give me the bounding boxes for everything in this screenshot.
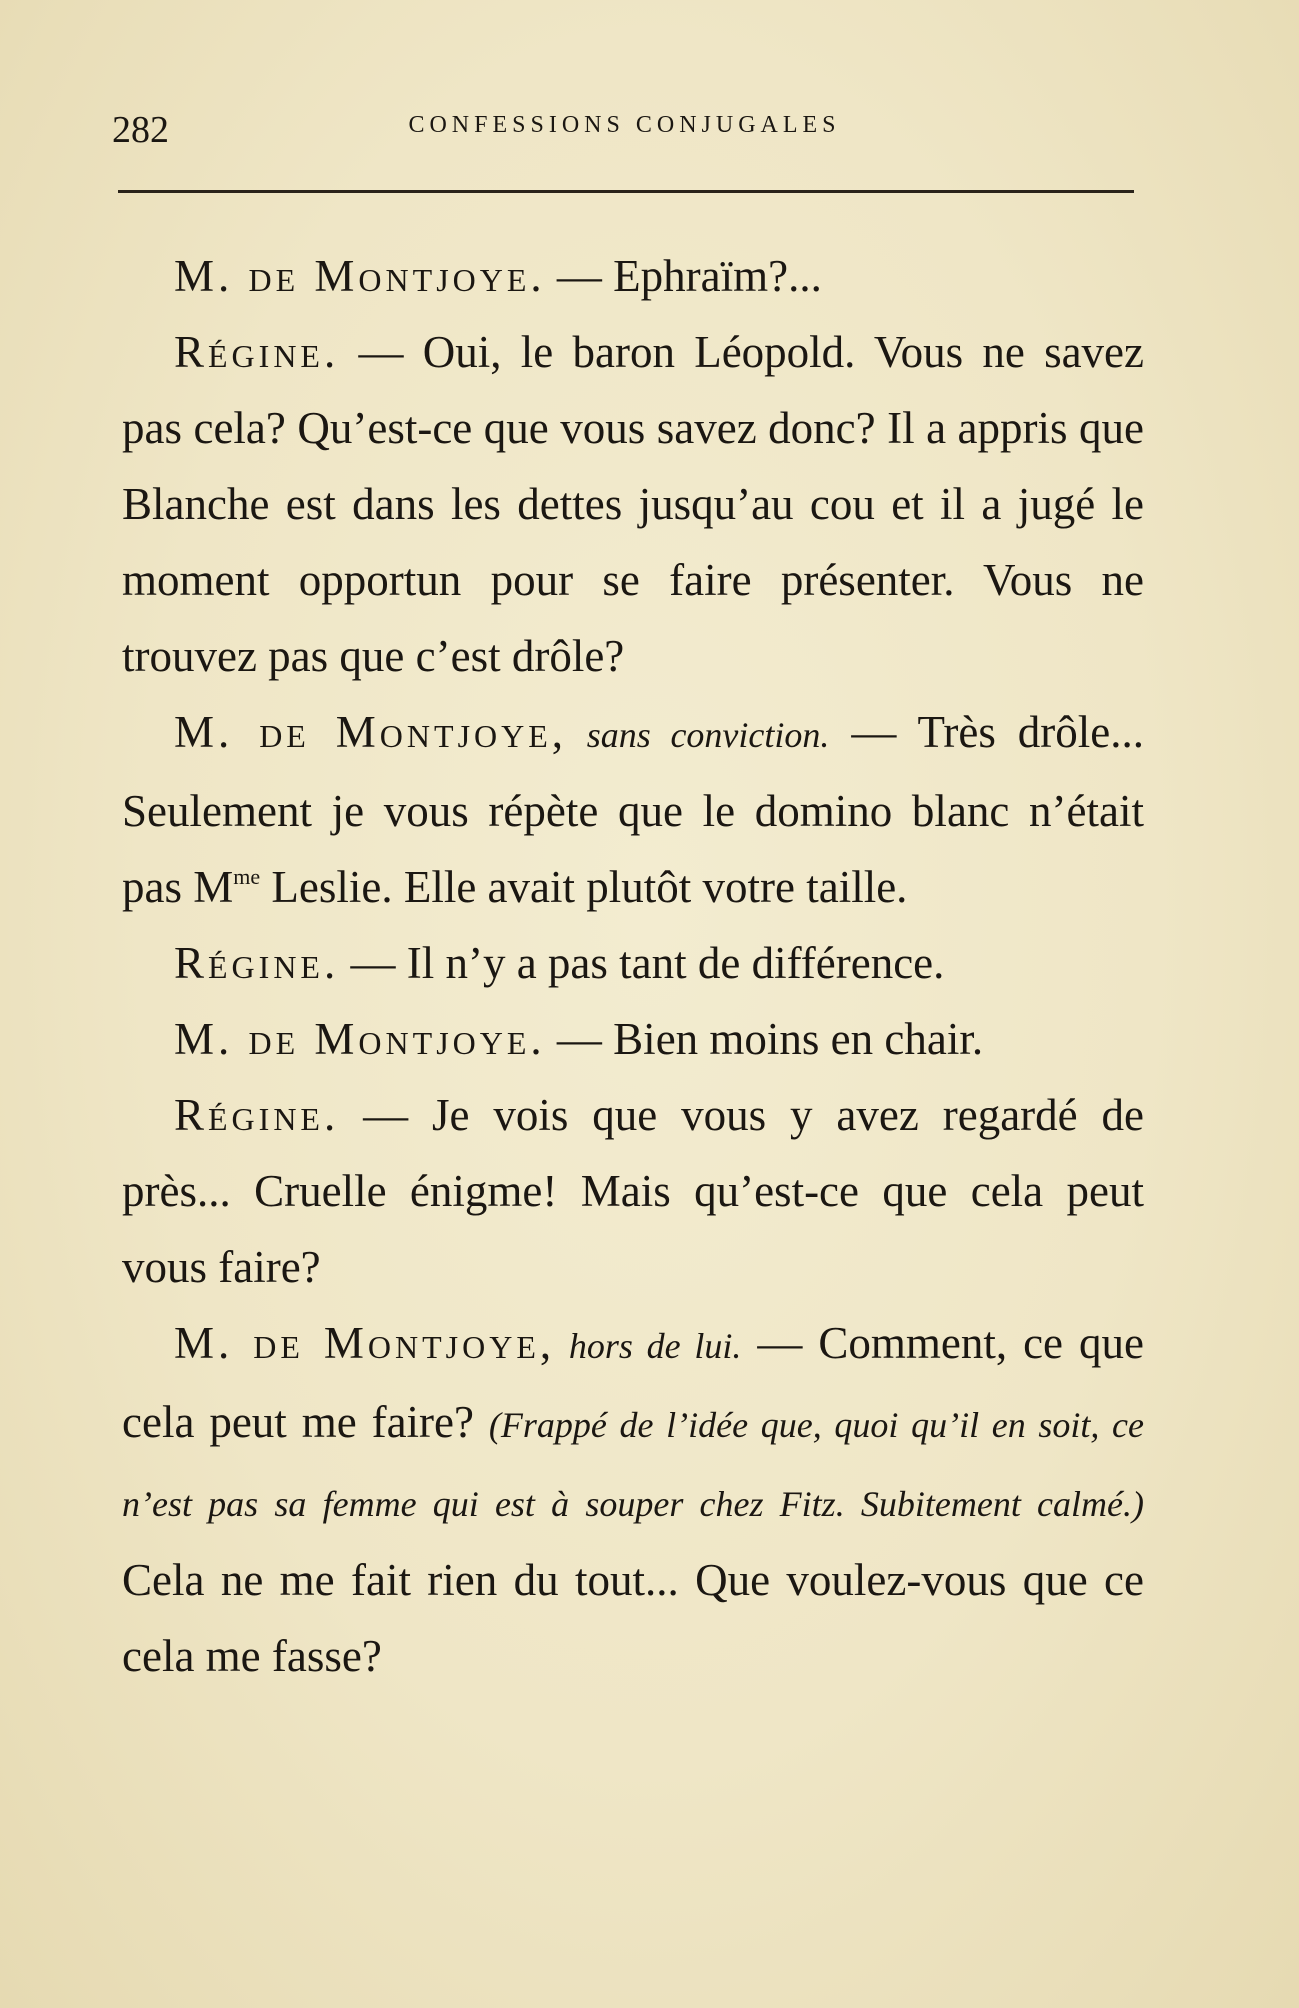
dialogue-paragraph	[122, 1001, 1144, 1077]
speaker-name: M. de Montjoye,	[174, 707, 568, 757]
speaker-name: M. de Montjoye.	[174, 251, 546, 301]
dialogue-text: — Très drôle... Seulement je vous répète que le domino blanc n’était pas M	[122, 707, 1144, 912]
speaker-name: Régine.	[174, 327, 340, 377]
speaker-name: Régine.	[174, 1090, 340, 1140]
dialogue-paragraph	[122, 694, 1144, 925]
header-rule	[118, 190, 1134, 193]
dialogue-text: — Je vois que vous y avez regardé de près... Cruelle énigme! Mais qu’est-ce que cela peut vous faire?	[122, 1090, 1144, 1292]
superscript-abbreviation: me	[233, 864, 261, 889]
dialogue-text: — Ephraïm?...	[545, 251, 822, 301]
dialogue-text: Cela ne me fait rien du tout... Que voulez-vous que ce cela me fasse?	[122, 1555, 1144, 1681]
dialogue-text: Leslie. Elle avait plutôt votre taille.	[260, 862, 908, 912]
page-number: 282	[112, 109, 169, 151]
dialogue-text: — Oui, le baron Léopold. Vous ne savez pas cela? Qu’est-ce que vous savez donc? Il a appris que Blanche est dans les dettes jusqu’au cou et il a jugé le moment opportun pour se faire présenter. Vous ne trouvez pas que c’est drôle?	[122, 327, 1144, 681]
stage-direction: (Frappé de l’idée que, quoi qu’il en soit, ce n’est pas sa femme qui est à souper chez Fitz. Subitement calmé.)	[122, 1405, 1144, 1524]
stage-direction: sans conviction.	[567, 715, 830, 755]
body-text	[122, 238, 1144, 1694]
speaker-name: Régine.	[174, 938, 340, 988]
speaker-name: M. de Montjoye,	[174, 1318, 556, 1368]
dialogue-text: — Il n’y a pas tant de différence.	[339, 938, 945, 988]
stage-direction: hors de lui.	[555, 1326, 742, 1366]
dialogue-paragraph	[122, 925, 1144, 1001]
speaker-name: M. de Montjoye.	[174, 1014, 546, 1064]
dialogue-paragraph	[122, 1305, 1144, 1694]
running-title: CONFESSIONS CONJUGALES	[408, 112, 841, 138]
dialogue-paragraph	[122, 314, 1144, 694]
dialogue-text: — Comment, ce que cela peut me faire?	[122, 1318, 1144, 1447]
running-head	[112, 100, 1137, 160]
dialogue-paragraph	[122, 1077, 1144, 1305]
dialogue-paragraph	[122, 238, 1144, 314]
dialogue-text: — Bien moins en chair.	[545, 1014, 984, 1064]
